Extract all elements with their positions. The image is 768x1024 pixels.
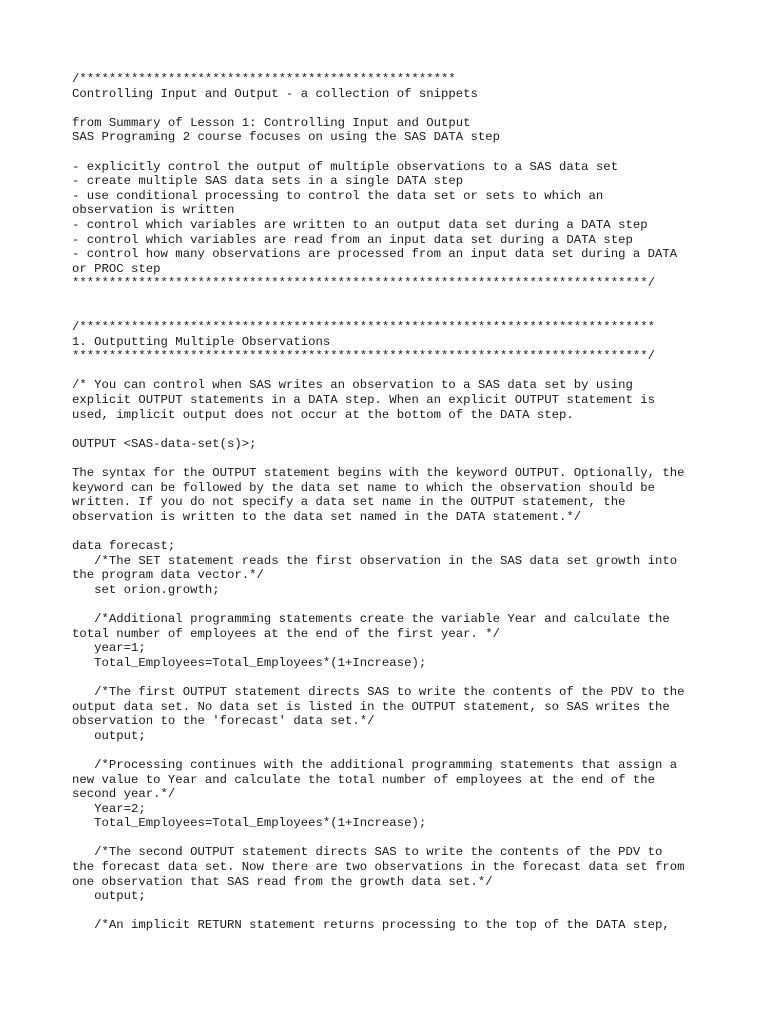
text-line: Total_Employees=Total_Employees*(1+Increase); xyxy=(72,816,427,831)
blank-line xyxy=(72,422,712,437)
text-line: /*The second OUTPUT statement directs SAS to write the contents of the PDV to xyxy=(72,845,663,860)
blank-line xyxy=(72,743,712,758)
text-line: total number of employees at the end of the first year. */ xyxy=(72,626,501,641)
text-line: observation is written to the data set named in the DATA statement.*/ xyxy=(72,509,582,524)
text-line: used, implicit output does not occur at the bottom of the DATA step. xyxy=(72,407,574,422)
text-line: ******************************************************************************/ xyxy=(72,276,655,291)
text-line: Year=2; xyxy=(72,801,146,816)
text-line: - control which variables are written to an output data set during a DATA step xyxy=(72,217,648,232)
text-line: the program data vector.*/ xyxy=(72,568,264,583)
text-line: output; xyxy=(72,728,146,743)
document-page xyxy=(72,72,712,933)
text-line: one observation that SAS read from the growth data set.*/ xyxy=(72,874,493,889)
text-line: - use conditional processing to control the data set or sets to which an xyxy=(72,188,604,203)
text-line: ******************************************************************************/ xyxy=(72,349,655,364)
text-line: /* You can control when SAS writes an observation to a SAS data set by using xyxy=(72,378,633,393)
text-line: Controlling Input and Output - a collection of snippets xyxy=(72,86,478,101)
text-line: /*The first OUTPUT statement directs SAS to write the contents of the PDV to the xyxy=(72,684,685,699)
blank-line xyxy=(72,904,712,919)
text-line: The syntax for the OUTPUT statement begins with the keyword OUTPUT. Optionally, the xyxy=(72,466,685,481)
text-line: year=1; xyxy=(72,641,146,656)
text-line: /*Processing continues with the additional programming statements that assign a xyxy=(72,757,678,772)
blank-line xyxy=(72,145,712,160)
blank-line xyxy=(72,101,712,116)
text-line: explicit OUTPUT statements in a DATA step. When an explicit OUTPUT statement is xyxy=(72,393,655,408)
blank-line xyxy=(72,597,712,612)
text-line: second year.*/ xyxy=(72,787,176,802)
text-line: the forecast data set. Now there are two observations in the forecast data set from xyxy=(72,860,685,875)
text-line: - create multiple SAS data sets in a single DATA step xyxy=(72,174,464,189)
text-line: set orion.growth; xyxy=(72,582,220,597)
text-line: observation to the 'forecast' data set.*/ xyxy=(72,714,375,729)
text-line: /*An implicit RETURN statement returns processing to the top of the DATA step, xyxy=(72,918,670,933)
text-line: OUTPUT <SAS-data-set(s)>; xyxy=(72,436,257,451)
blank-line xyxy=(72,291,712,306)
blank-line xyxy=(72,831,712,846)
text-line: - control how many observations are processed from an input data set during a DATA xyxy=(72,247,678,262)
text-line: or PROC step xyxy=(72,261,161,276)
blank-line xyxy=(72,364,712,379)
text-line: data forecast; xyxy=(72,539,176,553)
text-line: Total_Employees=Total_Employees*(1+Increase); xyxy=(72,655,427,670)
text-line: /*************************************************** xyxy=(72,72,456,86)
text-line: observation is written xyxy=(72,203,235,218)
text-line: - control which variables are read from an input data set during a DATA step xyxy=(72,232,633,247)
text-line: SAS Programing 2 course focuses on using the SAS DATA step xyxy=(72,130,501,145)
text-line: output; xyxy=(72,889,146,904)
blank-line xyxy=(72,451,712,466)
text-line: new value to Year and calculate the total number of employees at the end of the xyxy=(72,772,655,787)
blank-line xyxy=(72,524,712,539)
text-line: from Summary of Lesson 1: Controlling Input and Output xyxy=(72,115,471,130)
blank-line xyxy=(72,306,712,321)
blank-line xyxy=(72,670,712,685)
text-line: /*The SET statement reads the first observation in the SAS data set growth into xyxy=(72,553,678,568)
text-line: written. If you do not specify a data set name in the OUTPUT statement, the xyxy=(72,495,626,510)
text-line: - explicitly control the output of multiple observations to a SAS data set xyxy=(72,159,619,174)
text-line: output data set. No data set is listed in the OUTPUT statement, so SAS writes the xyxy=(72,699,670,714)
text-line: 1. Outputting Multiple Observations xyxy=(72,334,331,349)
text-line: /*Additional programming statements create the variable Year and calculate the xyxy=(72,611,670,626)
text-line: /****************************************************************************** xyxy=(72,320,655,335)
text-line: keyword can be followed by the data set name to which the observation should be xyxy=(72,480,655,495)
